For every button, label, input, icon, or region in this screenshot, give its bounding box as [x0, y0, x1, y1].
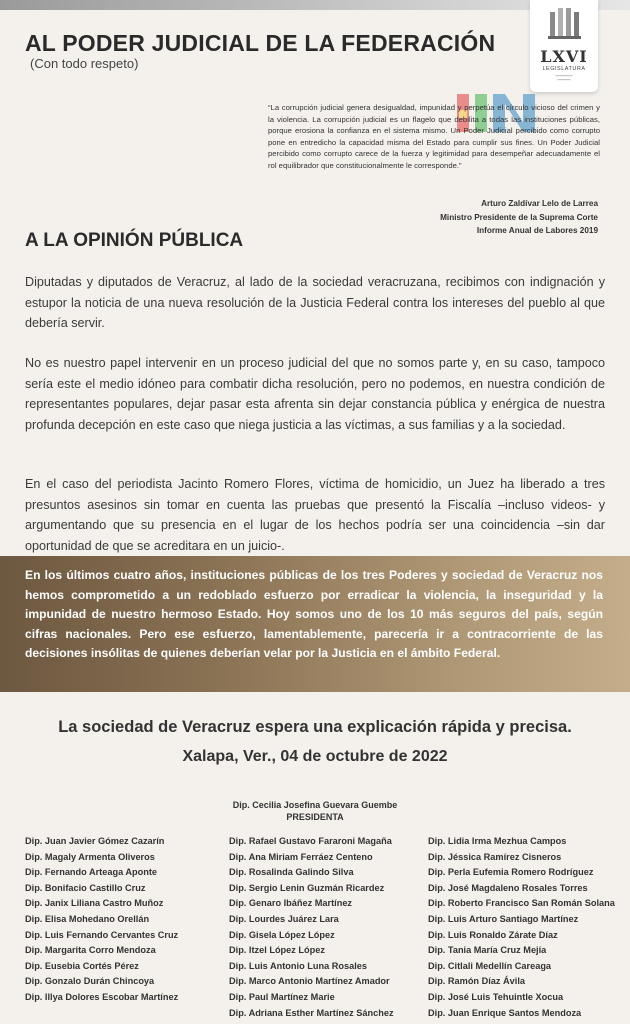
quote-attribution — [440, 197, 598, 238]
body-paragraph: En el caso del periodista Jacinto Romero Flores, víctima de homicidio, un Juez ha liberado a tres presuntos asesinos sin tomar en cuenta las pruebas que presentó la Fiscalía –incluso videos- y argumentando que su presencia en el lugar de los hechos podría ser una coincidencia –sin dar oportunidad de que se acreditara en un juicio-. — [25, 477, 605, 553]
signatory: Dip. Marco Antonio Martínez Amador — [229, 976, 390, 987]
logo-label: LEGISLATURA — [542, 66, 586, 72]
signatory: Dip. Ramón Díaz Ávila — [428, 976, 525, 987]
signatories-column-1 — [25, 834, 178, 1006]
signatory: Dip. Eusebia Cortés Pérez — [25, 960, 139, 971]
signatory: Dip. Luis Antonio Luna Rosales — [229, 960, 367, 971]
signatory: Dip. Itzel López López — [229, 945, 325, 956]
dateline: Xalapa, Ver., 04 de octubre de 2022 — [182, 748, 448, 765]
signatory: Dip. Tania María Cruz Mejía — [428, 945, 547, 956]
signatory: Dip. Magaly Armenta Oliveros — [25, 851, 155, 862]
page-title: AL PODER JUDICIAL DE LA FEDERACIÓN — [25, 30, 496, 56]
president-title: PRESIDENTA — [286, 812, 344, 822]
body-paragraph: Diputadas y diputados de Veracruz, al lado de la sociedad veracruzana, recibimos con indignación y estupor la noticia de una nueva resolución de la Justicia Federal contra los intereses del pueblo al que debería servir. — [25, 275, 605, 330]
signatory: Dip. Citlali Medellín Careaga — [428, 960, 552, 971]
signatory: Dip. Bonifacio Castillo Cruz — [25, 882, 146, 893]
highlight-paragraph: En los últimos cuatro años, instituciones públicas de los tres Poderes y sociedad de Veracruz nos hemos comprometido a un redoblado esfuerzo por erradicar la violencia, la inseguridad y la impunidad de nuestro hermoso Estado. Hoy somos uno de los 10 más seguros del país, según cifras nacionales. Pero ese esfuerzo, lamentablemente, parecería ir a contracorriente de las decisiones insólitas de quienes deberían velar por la Justicia en el ámbito Federal. — [25, 568, 603, 661]
signatory: Dip. Lourdes Juárez Lara — [229, 913, 339, 924]
signatories-column-2 — [229, 834, 394, 1021]
signatory: Dip. Roberto Francisco San Román Solana — [428, 898, 615, 909]
legislature-logo — [530, 0, 598, 92]
closing-statement: La sociedad de Veracruz espera una explicación rápida y precisa. — [58, 718, 572, 736]
signatory: Dip. Luis Arturo Santiago Martínez — [428, 913, 579, 924]
signatory: Dip. Fernando Arteaga Aponte — [25, 867, 158, 878]
section-heading: A LA OPINIÓN PÚBLICA — [25, 230, 244, 251]
logo-roman-numeral: LXVI — [540, 47, 588, 66]
congress-emblem-icon — [542, 6, 586, 40]
signatory: Dip. Lidia Irma Mezhua Campos — [428, 836, 567, 846]
signatory: Dip. José Luis Tehuintle Xocua — [428, 991, 564, 1002]
signatory: Dip. Luis Ronaldo Zárate Díaz — [428, 929, 558, 940]
signatory: Dip. Juan Javier Gómez Cazarín — [25, 836, 165, 846]
signatory: Dip. Gonzalo Durán Chincoya — [25, 976, 155, 987]
signatory: Dip. Gisela López López — [229, 929, 335, 940]
quote-author: Arturo Zaldívar Lelo de Larrea — [481, 199, 598, 208]
logo-fine-print: ━━━━━━━━ ━━━━━━ — [555, 74, 573, 82]
signatory: Dip. Genaro Ibáñez Martínez — [229, 898, 353, 909]
signatory: Dip. Rosalinda Galindo Silva — [229, 867, 354, 878]
signatory: Dip. Adriana Esther Martínez Sánchez — [229, 1007, 394, 1018]
signatory: Dip. Juan Enrique Santos Mendoza — [428, 1007, 582, 1018]
signatory: Dip. Elisa Mohedano Orellán — [25, 913, 150, 924]
signatory: Dip. Jéssica Ramírez Cisneros — [428, 851, 562, 862]
signatory: Dip. Sergio Lenin Guzmán Ricardez — [229, 882, 385, 893]
signatory: Dip. Margarita Corro Mendoza — [25, 945, 156, 956]
page-subtitle: (Con todo respeto) — [30, 56, 139, 71]
signatory: Dip. Luis Fernando Cervantes Cruz — [25, 929, 179, 940]
quote-author-role: Ministro Presidente de la Suprema Corte — [440, 212, 598, 222]
signatory: Dip. Rafael Gustavo Fararoni Magaña — [229, 836, 392, 846]
signatory: Dip. Paul Martínez Marie — [229, 991, 335, 1002]
president-signature — [0, 799, 630, 823]
body-paragraph: No es nuestro papel intervenir en un proceso judicial del que no somos parte y, en su caso, tampoco sería este el medio idóneo para combatir dicha resolución, pero no podemos, en nuestra condición de representantes populares, dejar pasar esta afrenta sin dejar constancia pública y enérgica de nuestra profunda decepción en este caso que niega justicia a las víctimas, a sus familias y a la sociedad. — [25, 356, 605, 432]
signatory: Dip. Perla Eufemia Romero Rodríguez — [428, 867, 594, 878]
signatory: Dip. José Magdaleno Rosales Torres — [428, 882, 588, 893]
epigraph-quote: “La corrupción judicial genera desigualdad, impunidad y perpetúa el círculo vicioso del crimen y la violencia. La corrupción judicial es un flagelo que debilita a todas las instituciones públicas, porque erosiona la confianza en el sistema mismo. Un Poder Judicial percibido como corrupto pone en entredicho la capacidad misma del Estado para cumplir sus fines. Un Poder Judicial percibido como corrupto carece de la fuerza y legitimidad para desempeñar adecuadamente el rol equilibrador que constitucionalmente le corresponde.” — [268, 103, 600, 170]
signatory: Dip. Janix Liliana Castro Muñoz — [25, 898, 164, 909]
signatories-column-3 — [428, 834, 615, 1021]
signatory: Dip. Illya Dolores Escobar Martínez — [25, 991, 179, 1002]
quote-source: Informe Anual de Labores 2019 — [476, 226, 598, 235]
president-name: Dip. Cecilia Josefina Guevara Guembe — [232, 800, 398, 810]
signatory: Dip. Ana Miriam Ferráez Centeno — [229, 851, 373, 862]
